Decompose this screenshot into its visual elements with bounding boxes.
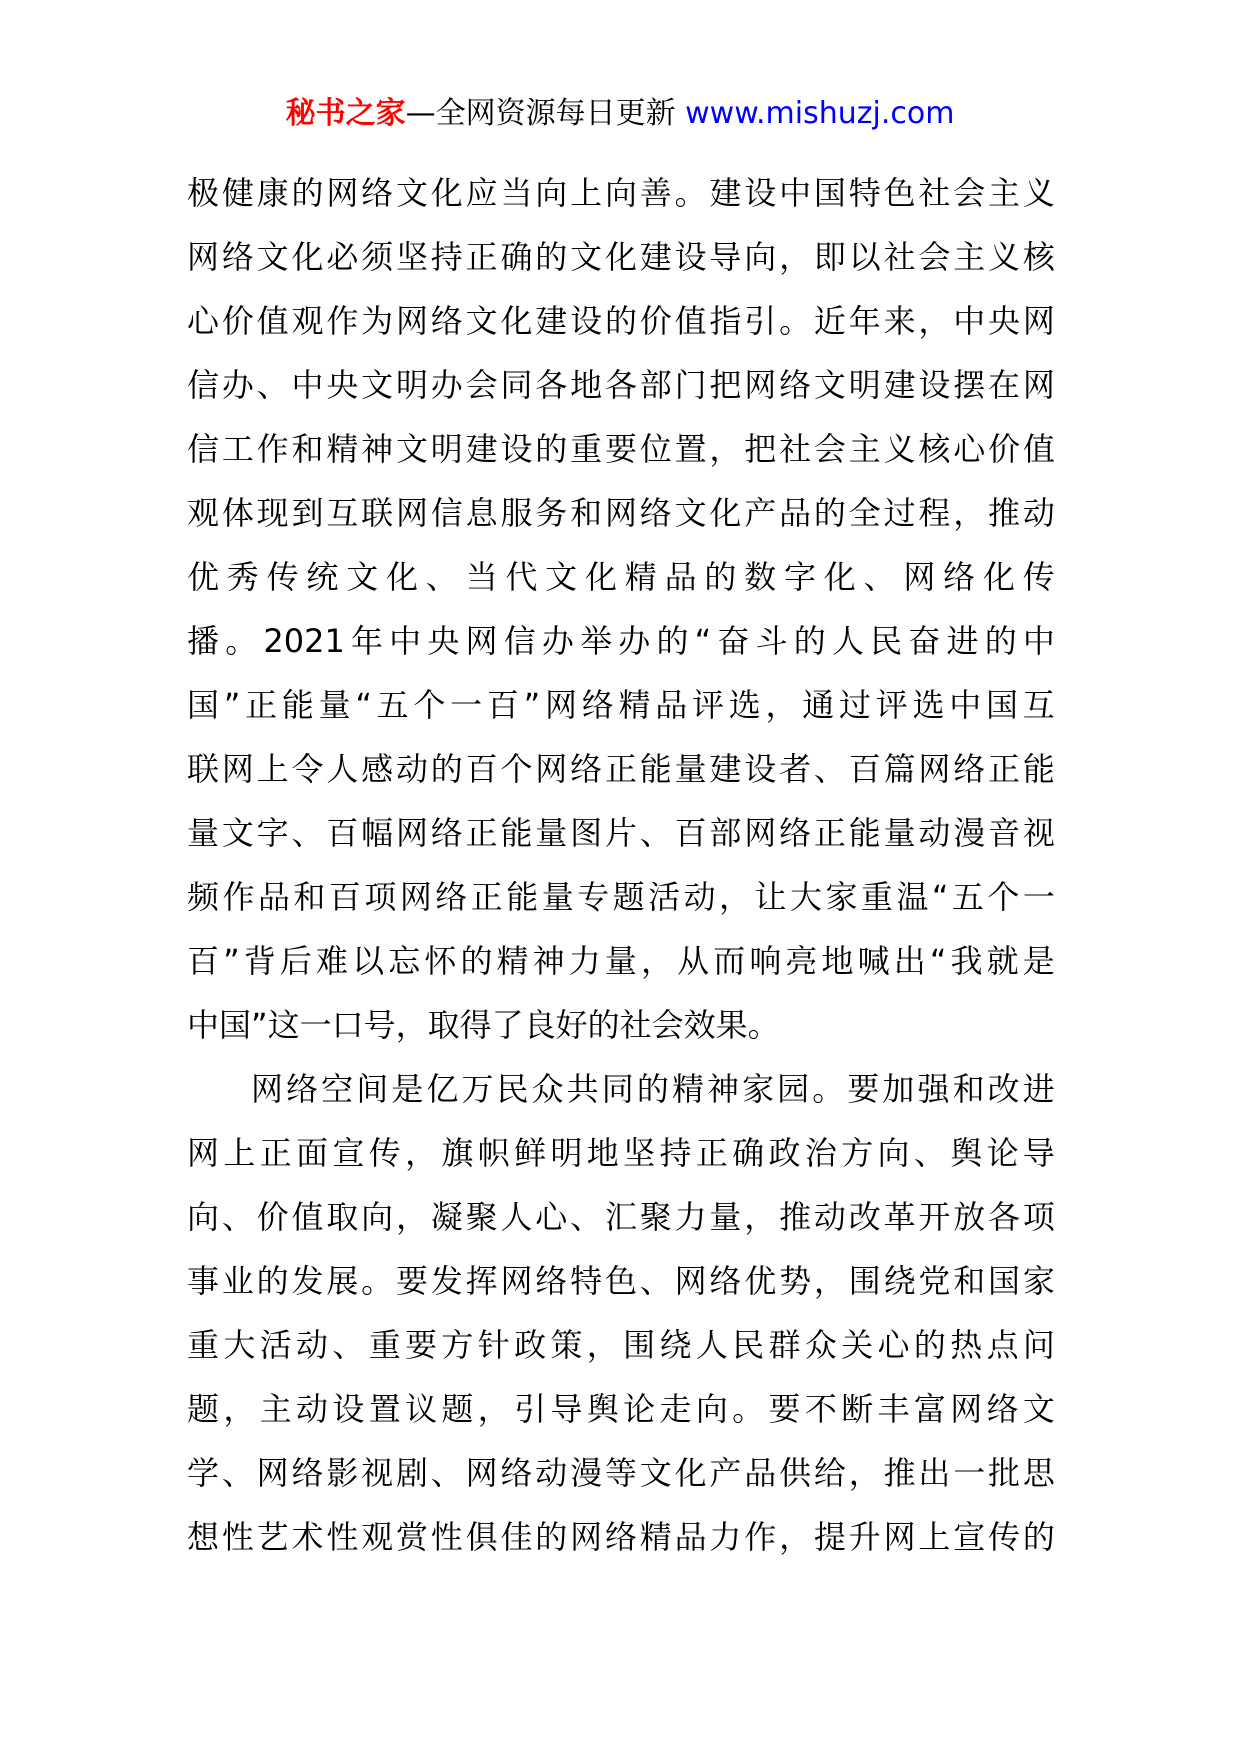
text-line: 观 体 现 到 互 联 网 信 息 服 务 和 网 络 文 化 产 品 的 全 过 程 ， 推 动: [187, 494, 1055, 532]
text-line: 联 网 上 令 人 感 动 的 百 个 网 络 正 能 量 建 设 者 、 百 篇 网 络 正 能: [187, 750, 1055, 788]
text-line: 网 络 空 间 是 亿 万 民 众 共 同 的 精 神 家 园 。 要 加 强 和 改 进: [251, 1070, 1055, 1108]
text-line: 题 ， 主 动 设 置 议 题 ， 引 导 舆 论 走 向 。 要 不 断 丰 富 网 络 文: [187, 1390, 1055, 1428]
text-line: 事 业 的 发 展 。 要 发 挥 网 络 特 色 、 网 络 优 势 ， 围 绕 党 和 国 家: [187, 1262, 1055, 1300]
page-header: [0, 94, 1240, 134]
text-line: 心 价 值 观 作 为 网 络 文 化 建 设 的 价 值 指 引 。 近 年 来 ， 中 央 网: [187, 302, 1055, 340]
text-line: 量 文 字 、 百 幅 网 络 正 能 量 图 片 、 百 部 网 络 正 能 量 动 漫 音 视: [187, 814, 1055, 852]
text-line: 频 作 品 和 百 项 网 络 正 能 量 专 题 活 动 ， 让 大 家 重 温 “ 五 个 一: [187, 878, 1055, 916]
header-brand: 秘书之家: [285, 96, 406, 131]
text-line: 中国”这一口号，取得了良好的社会效果。: [187, 1006, 780, 1044]
header-slogan: —全网资源每日更新: [405, 96, 676, 131]
text-line: 播 。 2021 年 中 央 网 信 办 举 办 的 “ 奋 斗 的 人 民 奋 进 的 中: [187, 622, 1055, 660]
text-line: 信 工 作 和 精 神 文 明 建 设 的 重 要 位 置 ， 把 社 会 主 义 核 心 价 值: [187, 430, 1055, 468]
text-line: 优 秀 传 统 文 化 、 当 代 文 化 精 品 的 数 字 化 、 网 络 化 传: [187, 558, 1055, 596]
document-body: [187, 161, 1055, 1569]
text-line: 网 络 文 化 必 须 坚 持 正 确 的 文 化 建 设 导 向 ， 即 以 社 会 主 义 核: [187, 238, 1055, 276]
text-line: 百 ” 背 后 难 以 忘 怀 的 精 神 力 量 ， 从 而 响 亮 地 喊 出 “ 我 就 是: [187, 942, 1055, 980]
text-line: 向 、 价 值 取 向 ， 凝 聚 人 心 、 汇 聚 力 量 ， 推 动 改 革 开 放 各 项: [187, 1198, 1055, 1236]
text-line: 信 办 、 中 央 文 明 办 会 同 各 地 各 部 门 把 网 络 文 明 建 设 摆 在 网: [187, 366, 1055, 404]
text-line: 国 ” 正 能 量 “ 五 个 一 百 ” 网 络 精 品 评 选 ， 通 过 评 选 中 国 互: [187, 686, 1055, 724]
text-line: 网 上 正 面 宣 传 ， 旗 帜 鲜 明 地 坚 持 正 确 政 治 方 向 、 舆 论 导: [187, 1134, 1055, 1172]
text-line: 重 大 活 动 、 重 要 方 针 政 策 ， 围 绕 人 民 群 众 关 心 的 热 点 问: [187, 1326, 1055, 1364]
text-line: 想 性 艺 术 性 观 赏 性 俱 佳 的 网 络 精 品 力 作 ， 提 升 网 上 宣 传 的: [187, 1518, 1055, 1556]
text-line: 学 、 网 络 影 视 剧 、 网 络 动 漫 等 文 化 产 品 供 给 ， 推 出 一 批 思: [187, 1454, 1055, 1492]
header-url-link[interactable]: www.mishuzj.com: [685, 96, 955, 131]
text-line: 极 健 康 的 网 络 文 化 应 当 向 上 向 善 。 建 设 中 国 特 色 社 会 主 义: [187, 174, 1055, 212]
